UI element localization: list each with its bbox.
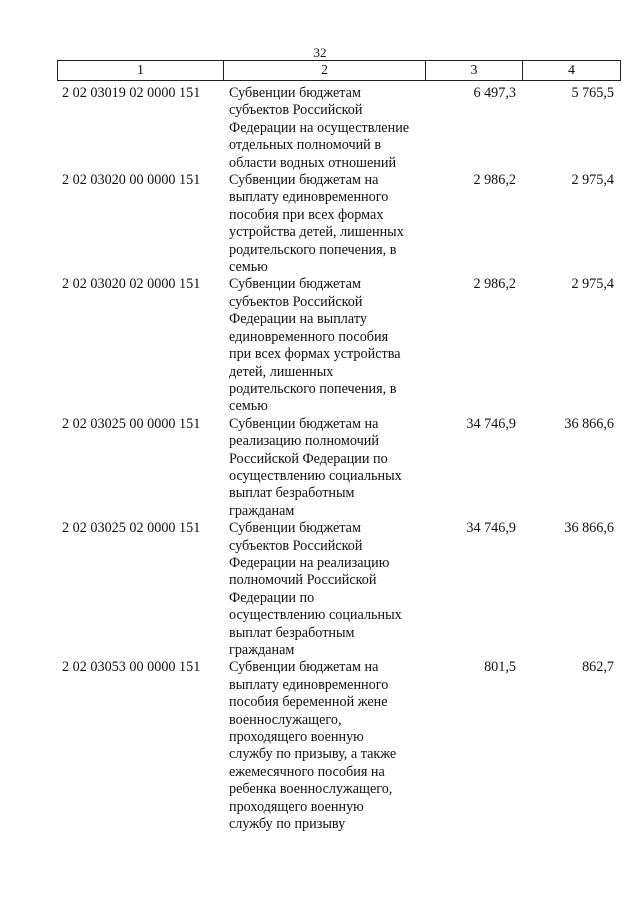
- value-column-3: 34 746,9: [466, 415, 516, 432]
- budget-item-name-line: пособия при всех формах: [229, 206, 384, 223]
- budget-item-name-line: субъектов Российской: [229, 102, 363, 119]
- budget-item-name-line: службу по призыву: [229, 816, 346, 833]
- budget-item-name-line: области водных отношений: [229, 154, 397, 171]
- budget-item-name: [229, 520, 425, 659]
- value-column-3: 2 986,2: [473, 172, 516, 189]
- budget-item-name-line: единовременного пособия: [229, 328, 389, 345]
- budget-code: 2 02 03053 00 0000 151: [62, 659, 201, 676]
- value-column-4: 2 975,4: [571, 172, 614, 189]
- value-column-4: 36 866,6: [564, 520, 614, 537]
- budget-item-name: [229, 172, 425, 276]
- budget-item-name-line: осуществлению социальных: [229, 607, 402, 624]
- budget-item-name-line: ребенка военнослужащего,: [229, 781, 393, 798]
- column-header-4: 4: [523, 61, 621, 81]
- budget-item-name-line: Субвенции бюджетам: [229, 85, 361, 101]
- column-header-1: 1: [58, 61, 224, 81]
- budget-item-name: [229, 85, 425, 172]
- budget-item-name-line: ежемесячного пособия на: [229, 763, 385, 780]
- budget-rows: [0, 85, 640, 833]
- value-column-4: 862,7: [582, 659, 614, 676]
- budget-item-name-line: отдельных полномочий в: [229, 137, 382, 154]
- budget-item-name-line: устройства детей, лишенных: [229, 224, 404, 241]
- table-row: [0, 416, 640, 520]
- budget-item-name-line: гражданам: [229, 642, 295, 658]
- budget-item-name-line: при всех формах устройства: [229, 346, 401, 363]
- budget-item-name-line: Федерации на реализацию: [229, 554, 390, 571]
- budget-item-name: [229, 276, 425, 415]
- column-header-row: [58, 61, 621, 81]
- value-column-4: 36 866,6: [564, 415, 614, 432]
- budget-item-name-line: Субвенции бюджетам: [229, 520, 361, 537]
- column-header-2: 2: [224, 61, 426, 81]
- value-column-3: 34 746,9: [466, 520, 516, 537]
- budget-item-name-line: гражданам: [229, 502, 295, 519]
- budget-item-name-line: военнослужащего,: [229, 711, 342, 728]
- budget-item-name-line: проходящего военную: [229, 798, 364, 815]
- budget-item-name-line: Федерации на осуществление: [229, 119, 410, 136]
- budget-item-name-line: Субвенции бюджетам на: [229, 415, 379, 432]
- budget-item-name-line: выплату единовременного: [229, 676, 389, 693]
- budget-item-name-line: субъектов Российской: [229, 293, 363, 310]
- value-column-3: 6 497,3: [473, 85, 516, 101]
- budget-item-name-line: проходящего военную: [229, 729, 364, 746]
- budget-code: 2 02 03025 02 0000 151: [62, 520, 201, 537]
- value-column-3: 801,5: [484, 659, 516, 676]
- budget-item-name-line: выплат безработным: [229, 624, 355, 641]
- budget-code: 2 02 03025 00 0000 151: [62, 415, 201, 432]
- budget-item-name-line: семью: [229, 398, 268, 415]
- budget-item-name-line: субъектов Российской: [229, 537, 363, 554]
- budget-item-name-line: Субвенции бюджетам на: [229, 172, 379, 189]
- value-column-3: 2 986,2: [473, 276, 516, 293]
- budget-item-name-line: родительского попечения, в: [229, 380, 397, 397]
- budget-item-name-line: детей, лишенных: [229, 363, 334, 380]
- budget-item-name-line: Субвенции бюджетам: [229, 276, 361, 293]
- column-header-3: 3: [426, 61, 523, 81]
- budget-item-name-line: полномочий Российской: [229, 572, 377, 589]
- budget-item-name-line: выплат безработным: [229, 485, 355, 502]
- table-row: [0, 172, 640, 276]
- value-column-4: 5 765,5: [571, 85, 614, 101]
- page-number: 32: [313, 45, 327, 60]
- value-column-4: 2 975,4: [571, 276, 614, 293]
- budget-item-name-line: родительского попечения, в: [229, 241, 397, 258]
- budget-item-name-line: Субвенции бюджетам на: [229, 659, 379, 676]
- budget-item-name-line: пособия беременной жене: [229, 694, 388, 711]
- budget-item-name: [229, 416, 425, 520]
- budget-item-name-line: реализацию полномочий: [229, 433, 379, 450]
- table-row: [0, 85, 640, 172]
- budget-item-name-line: Российской Федерации по: [229, 450, 388, 467]
- table-row: [0, 276, 640, 415]
- budget-code: 2 02 03020 00 0000 151: [62, 172, 201, 189]
- budget-item-name-line: выплату единовременного: [229, 189, 389, 206]
- table-row: [0, 659, 640, 833]
- budget-item-name-line: Федерации на выплату: [229, 311, 367, 328]
- table-row: [0, 520, 640, 659]
- budget-item-name-line: семью: [229, 259, 268, 276]
- budget-item-name-line: службу по призыву, а также: [229, 746, 397, 763]
- budget-code: 2 02 03019 02 0000 151: [62, 85, 201, 101]
- budget-item-name-line: Федерации по: [229, 589, 315, 606]
- budget-item-name-line: осуществлению социальных: [229, 467, 402, 484]
- column-header-table: [57, 60, 621, 81]
- budget-item-name: [229, 659, 425, 833]
- budget-code: 2 02 03020 02 0000 151: [62, 276, 201, 293]
